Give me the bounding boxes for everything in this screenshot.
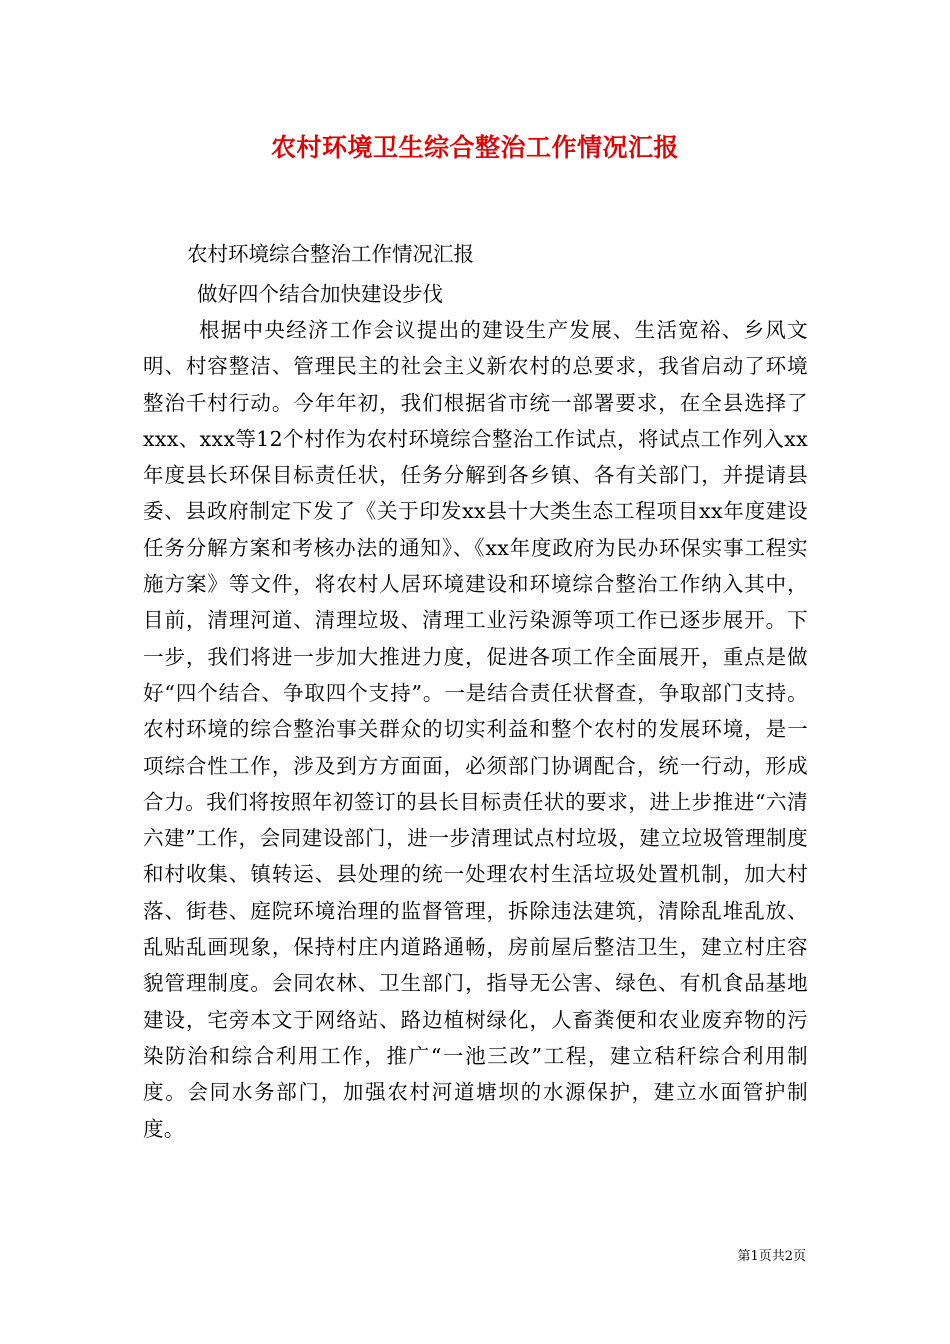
body-paragraph: 根据中央经济工作会议提出的建设生产发展、生活宽裕、乡风文明、村容整洁、管理民主的社会主义新农村的总要求，我省启动了环境整治千村行动。今年年初，我们根据省市统一部署要求，在全县选择了xxx、xxx等12个村作为农村环境综合整治工作试点，将试点工作列入xx年度县长环保目标责任状，任务分解到各乡镇、各有关部门，并提请县委、县政府制定下发了《关于印发xx县十大类生态工程项目xx年度建设任务分解方案和考核办法的通知》、《xx年度政府为民办环保实事工程实施方案》等文件，将农村人居环境建设和环境综合整治工作纳入其中，目前，清理河道、清理垃圾、清理工业污染源等项工作已逐步展开。下一步，我们将进一步加大推进力度，促进各项工作全面展开，重点是做好“四个结合、争取四个支持”。一是结合责任状督查，争取部门支持。农村环境的综合整治事关群众的切实利益和整个农村的发展环境，是一项综合性工作，涉及到方方面面，必须部门协调配合，统一行动，形成合力。我们将按照年初签订的县长目标责任状的要求，进上步推进“六清六建”工作，会同建设部门，进一步清理试点村垃圾，建立垃圾管理制度和村收集、镇转运、县处理的统一处理农村生活垃圾处置机制，加大村落、街巷、庭院环境治理的监督管理，拆除违法建筑，清除乱堆乱放、乱贴乱画现象，保持村庄内道路通畅，房前屋后整洁卫生，建立村庄容貌管理制度。会同农林、卫生部门，指导无公害、绿色、有机食品基地建设，宅旁本文于网络站、路边植树绿化，人畜粪便和农业废弃物的污染防治和综合利用工作，推广“一池三改”工程，建立秸秆综合利用制度。会同水务部门，加强农村河道塘坝的水源保护，建立水面管护制度。 [143, 318, 808, 1141]
page-number: 第1页共2页 [737, 1249, 806, 1264]
document-title: 农村环境卫生综合整治工作情况汇报 [270, 133, 679, 162]
subheading-four-combinations: 做好四个结合加快建设步伐 [197, 282, 443, 306]
subheading-report-title: 农村环境综合整治工作情况汇报 [187, 242, 474, 266]
